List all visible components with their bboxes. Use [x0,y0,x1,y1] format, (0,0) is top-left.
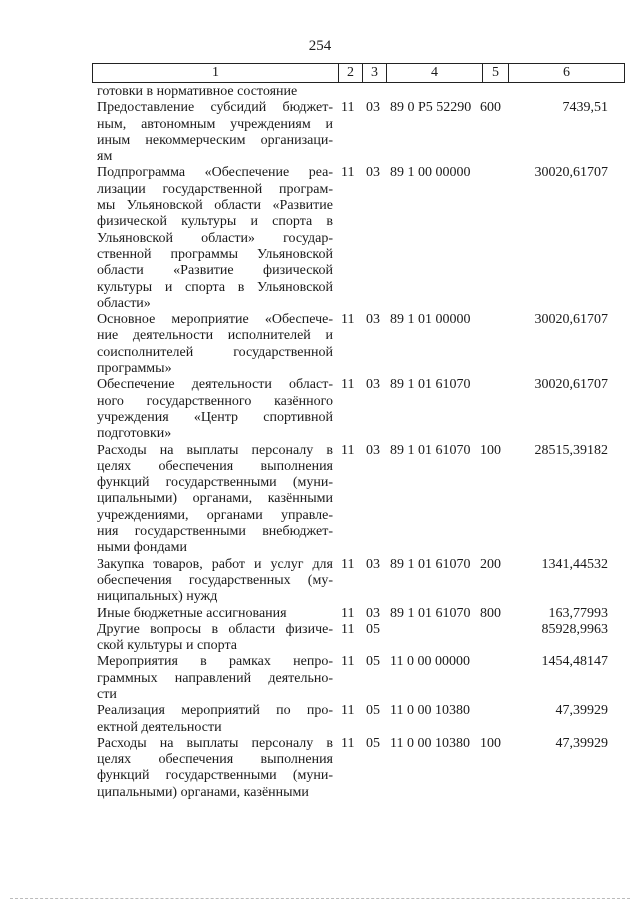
header-col-1: 1 [93,64,339,83]
row-description [97,622,333,655]
description-line: лизации государственной програм- [97,181,333,197]
description-line: ния государственными внебюджет- [97,524,333,540]
description-line: ным, автономным учреждениям и [97,116,333,132]
description-line: обеспечения государственных (му- [97,572,333,588]
description-line: Другие вопросы в области физиче- [97,621,333,637]
cell-c4: 11 0 00 10380 [390,735,470,751]
description-line: Реализация мероприятий по про- [97,703,333,719]
cell-c3: 03 [366,100,380,116]
cell-c3: 05 [366,735,380,751]
page-bottom-edge [10,898,630,899]
description-line: функций государственными (муни- [97,475,333,491]
description-line: ного государственного казённого [97,393,333,409]
page-number: 254 [308,38,332,54]
description-line: целях обеспечения выполнения [97,752,333,768]
cell-c2: 11 [341,377,355,393]
row-description [97,165,333,312]
cell-c3: 03 [366,312,380,328]
description-line: сти [97,686,117,702]
description-line: Закупка товаров, работ и услуг для [97,556,333,572]
header-col-4: 4 [387,64,483,83]
cell-c2: 11 [341,556,355,572]
cell-c3: 03 [366,377,380,393]
description-line: ципальными) органами, казёнными [97,491,333,507]
column-header-row [92,63,625,83]
budget-table-body [0,84,640,801]
table-row [0,703,640,736]
header-col-2: 2 [339,64,363,83]
description-line: Ульяновской области» государ- [97,230,333,246]
cell-c4: 89 1 01 61070 [390,556,471,572]
description-line: подготовки» [97,426,172,442]
cell-c6: 7439,51 [562,100,608,116]
cell-c5: 600 [480,100,501,116]
description-line: ственной программы Ульяновской [97,246,333,262]
header-col-3: 3 [363,64,387,83]
cell-c2: 11 [341,100,355,116]
cell-c4: 89 1 01 00000 [390,312,471,328]
description-line: ние деятельности исполнителей и [97,328,333,344]
cell-c4: 89 1 01 61070 [390,605,471,621]
cell-c4: 11 0 00 10380 [390,703,470,719]
cell-c6: 30020,61707 [534,377,608,393]
cell-c4: 89 1 01 61070 [390,377,471,393]
description-line: Мероприятия в рамках непро- [97,654,333,670]
table-row [0,165,640,312]
cell-c6: 28515,39182 [534,442,608,458]
table-row [0,654,640,703]
row-description [97,443,333,557]
description-line: целях обеспечения выполнения [97,458,333,474]
description-line: мы Ульяновской области «Развитие [97,198,333,214]
cell-c2: 11 [341,442,355,458]
description-line: ниципальных) нужд [97,589,218,605]
description-line: соисполнителей государственной [97,344,333,360]
cell-c2: 11 [341,621,355,637]
cell-c5: 200 [480,556,501,572]
cell-c6: 85928,9963 [541,621,608,637]
description-line: Расходы на выплаты персоналу в [97,442,333,458]
cell-c2: 11 [341,605,355,621]
cell-c4: 89 0 P5 52290 [390,100,472,116]
cell-c6: 47,39929 [555,703,608,719]
cell-c3: 05 [366,621,380,637]
description-line: Основное мероприятие «Обеспече- [97,312,333,328]
cell-c6: 30020,61707 [534,312,608,328]
description-line: ям [97,149,113,165]
header-col-6: 6 [509,64,625,83]
description-line: функций государственными (муни- [97,768,333,784]
table-row [0,736,640,801]
cell-c6: 1454,48147 [541,654,608,670]
cell-c4: 11 0 00 00000 [390,654,470,670]
cell-c3: 03 [366,605,380,621]
row-description [97,606,333,622]
cell-c3: 05 [366,703,380,719]
row-description [97,736,333,801]
description-line: области» [97,295,151,311]
description-line: Подпрограмма «Обеспечение реа- [97,165,333,181]
description-line: Расходы на выплаты персоналу в [97,735,333,751]
cell-c4: 89 1 01 61070 [390,442,471,458]
row-description [97,100,333,165]
table-row [0,377,640,442]
description-line: граммных направлений деятельно- [97,670,333,686]
row-description [97,703,333,736]
table-row [0,312,640,377]
row-description [97,557,333,606]
cell-c6: 163,77993 [548,605,608,621]
table-row [0,557,640,606]
header-col-5: 5 [483,64,509,83]
description-line: области «Развитие физической [97,263,333,279]
row-description [97,654,333,703]
table-row [0,606,640,622]
cell-c3: 05 [366,654,380,670]
cell-c4: 89 1 00 00000 [390,165,471,181]
cell-c5: 100 [480,735,501,751]
cell-c6: 30020,61707 [534,165,608,181]
cell-c2: 11 [341,165,355,181]
description-line: иным некоммерческим организаци- [97,132,333,148]
description-line: готовки в нормативное состояние [97,84,298,99]
description-line: программы» [97,361,172,377]
row-description [97,312,333,377]
cell-c2: 11 [341,735,355,751]
description-line: учреждениями, органами управле- [97,507,333,523]
cell-c6: 47,39929 [555,735,608,751]
cell-c5: 100 [480,442,501,458]
table-row [0,443,640,557]
cell-c2: 11 [341,312,355,328]
cell-c2: 11 [341,703,355,719]
row-description [97,377,333,442]
description-line: физической культуры и спорта в [97,214,333,230]
description-line: ектной деятельности [97,719,222,735]
description-line: учреждения «Центр спортивной [97,409,333,425]
cell-c3: 03 [366,556,380,572]
table-row [0,100,640,165]
cell-c5: 800 [480,605,501,621]
description-line: ными фондами [97,540,188,556]
description-line: ципальными) органами, казёнными [97,784,309,800]
row-description [97,84,333,100]
cell-c3: 03 [366,165,380,181]
description-line: культуры и спорта в Ульяновской [97,279,333,295]
cell-c6: 1341,44532 [541,556,608,572]
description-line: Обеспечение деятельности област- [97,377,333,393]
description-line: Предоставление субсидий бюджет- [97,100,333,116]
cell-c3: 03 [366,442,380,458]
description-line: Иные бюджетные ассигнования [97,605,287,621]
description-line: ской культуры и спорта [97,638,237,654]
table-row [0,84,640,100]
table-row [0,622,640,655]
cell-c2: 11 [341,654,355,670]
